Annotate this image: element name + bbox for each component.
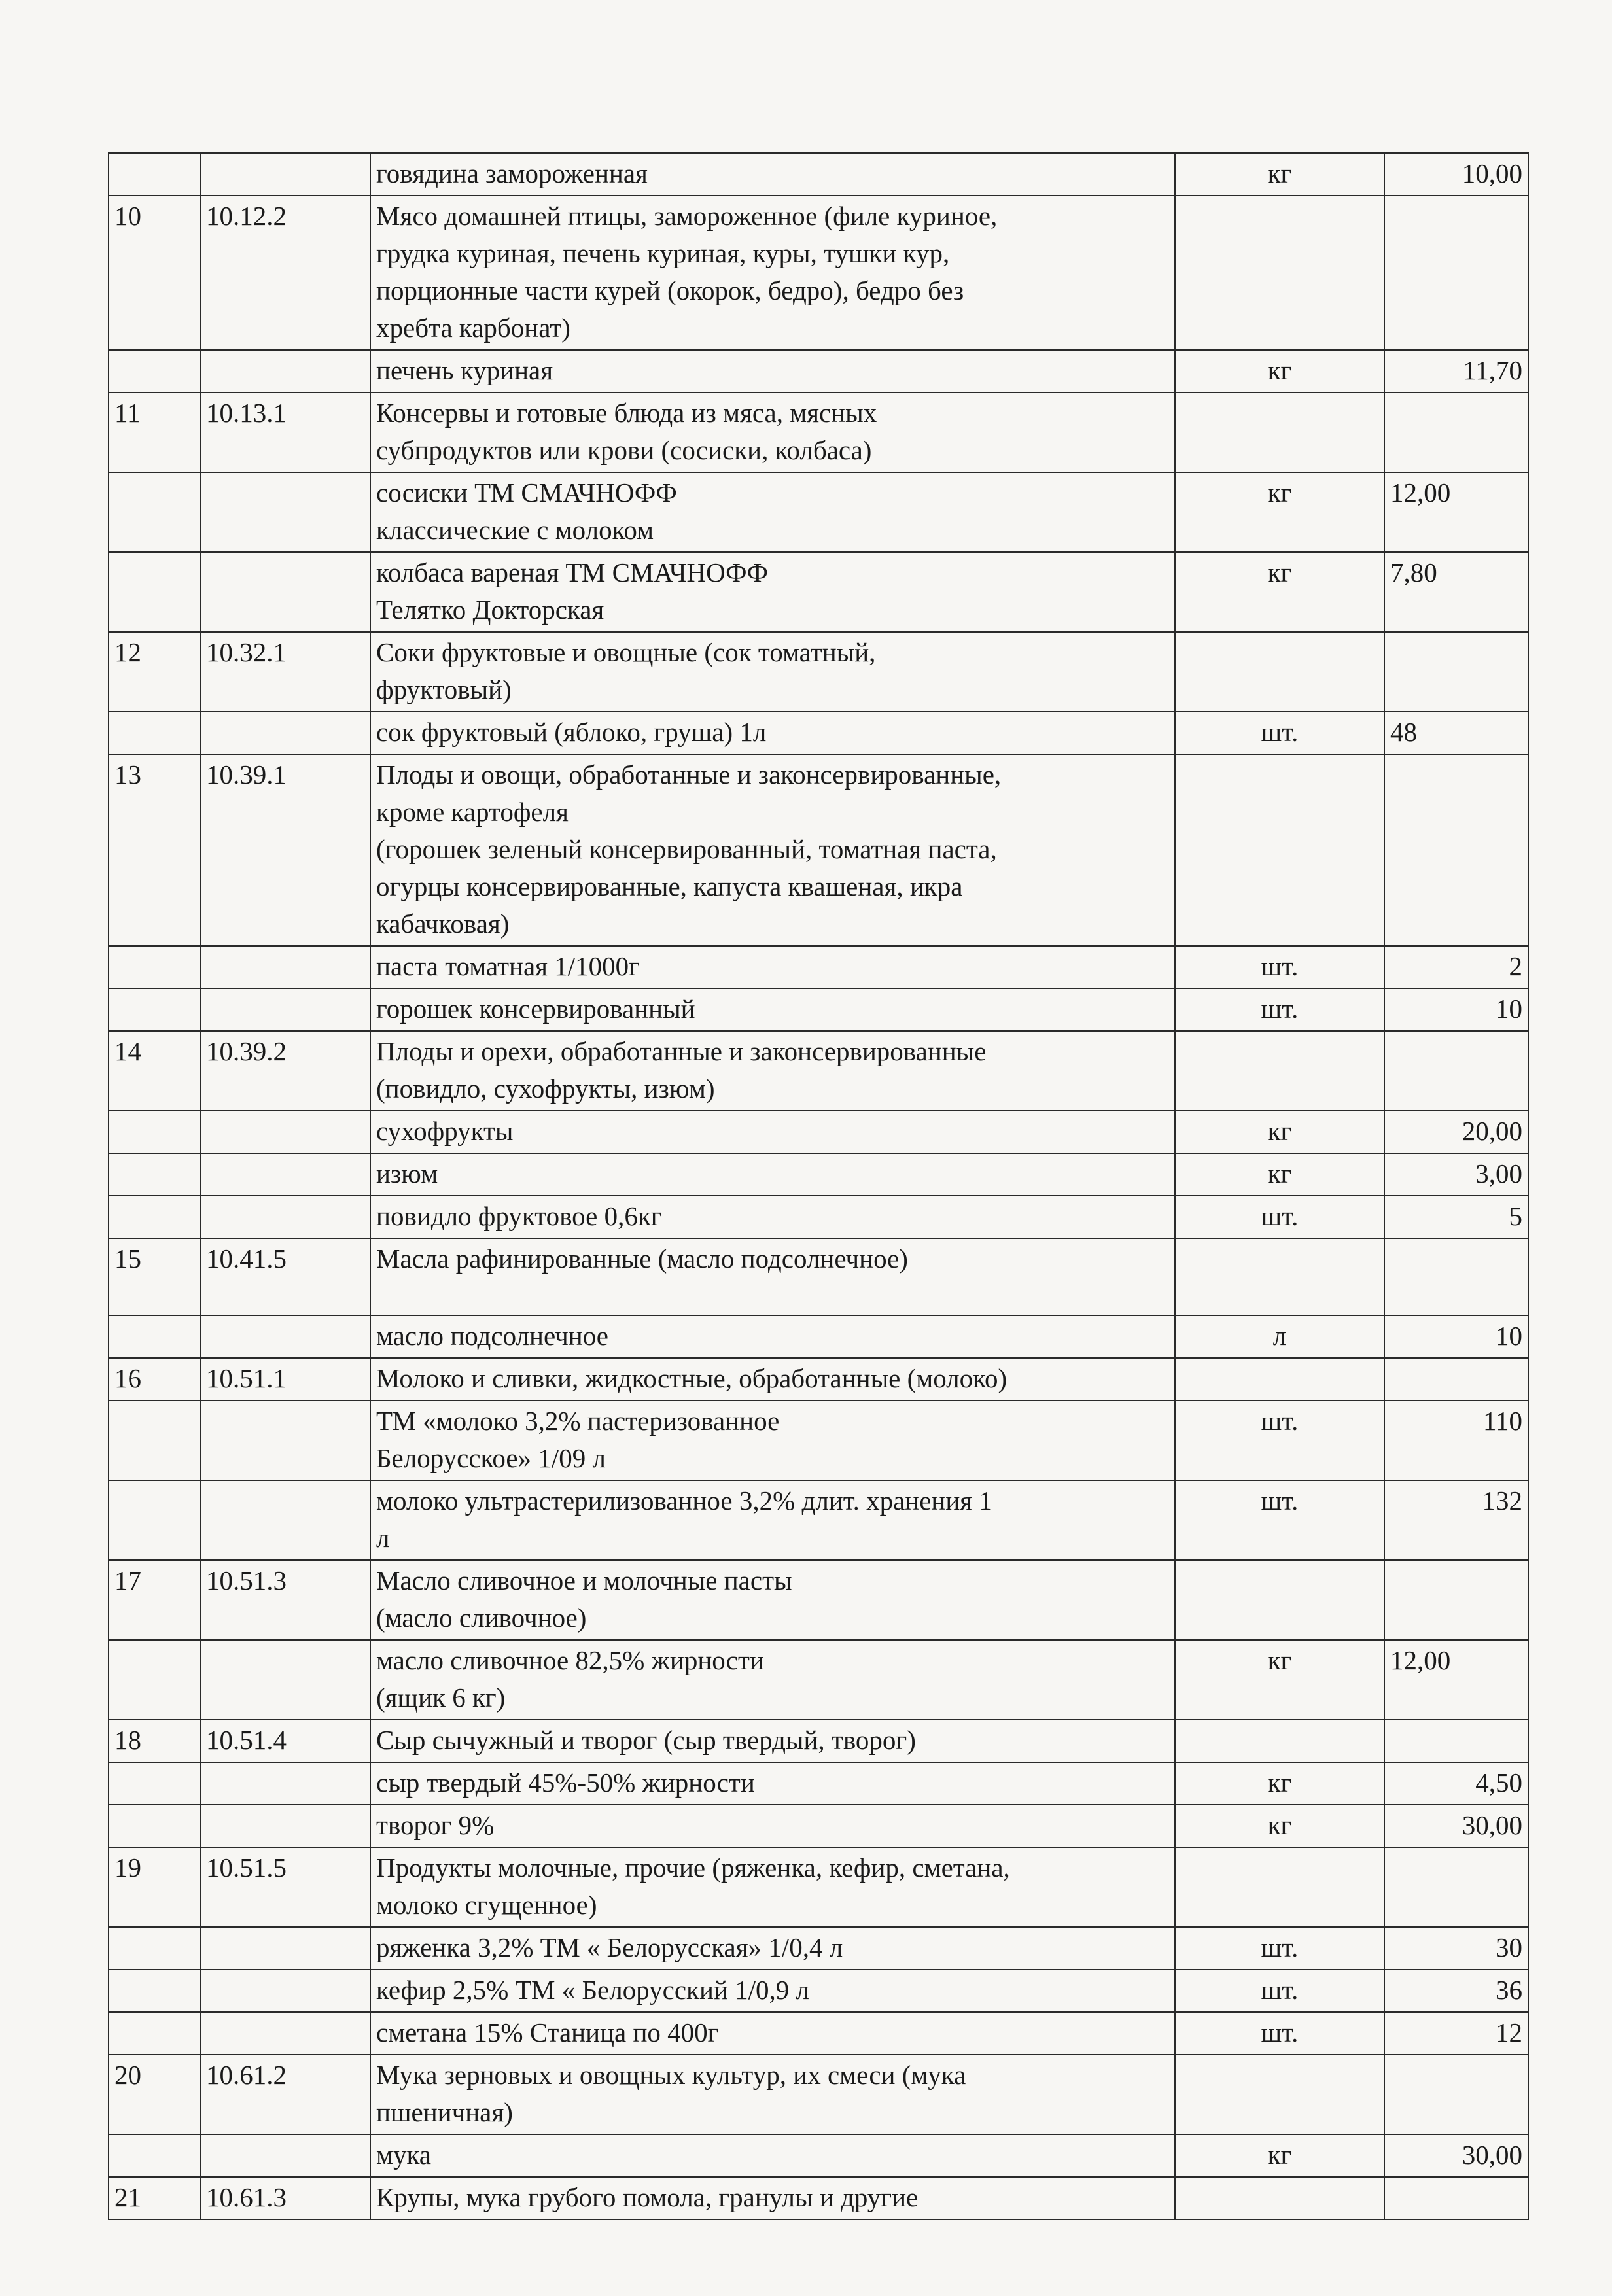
- unit-cell: [1175, 754, 1384, 946]
- row-number-cell: [109, 2134, 200, 2177]
- row-number-cell: 15: [109, 1238, 200, 1315]
- unit-cell: шт.: [1175, 1480, 1384, 1560]
- product-name-cell: Консервы и готовые блюда из мяса, мясных субпродуктов или крови (сосиски, колбаса): [370, 392, 1175, 472]
- row-number-cell: 13: [109, 754, 200, 946]
- quantity-cell: 20,00: [1384, 1111, 1528, 1153]
- quantity-cell: 12: [1384, 2012, 1528, 2055]
- row-number-cell: [109, 350, 200, 392]
- okpd-code-cell: [200, 1400, 370, 1480]
- product-name-cell: сосиски ТМ СМАЧНОФФ классические с молоком: [370, 472, 1175, 552]
- table-row: [109, 1847, 1528, 1927]
- unit-cell: шт.: [1175, 946, 1384, 988]
- product-name-cell: Продукты молочные, прочие (ряженка, кефир, сметана, молоко сгущенное): [370, 1847, 1175, 1927]
- row-number-cell: 16: [109, 1358, 200, 1400]
- row-number-cell: 14: [109, 1031, 200, 1111]
- product-name-cell: колбаса вареная ТМ СМАЧНОФФ Телятко Докторская: [370, 552, 1175, 632]
- row-number-cell: [109, 1762, 200, 1805]
- table-row: [109, 1970, 1528, 2012]
- row-number-cell: [109, 1400, 200, 1480]
- unit-cell: кг: [1175, 350, 1384, 392]
- product-name-cell: сухофрукты: [370, 1111, 1175, 1153]
- product-name-cell: масло сливочное 82,5% жирности (ящик 6 кг): [370, 1640, 1175, 1720]
- product-table-body: [109, 153, 1528, 2219]
- table-row: [109, 988, 1528, 1031]
- unit-cell: [1175, 1358, 1384, 1400]
- okpd-code-cell: [200, 350, 370, 392]
- table-row: [109, 552, 1528, 632]
- row-number-cell: [109, 1805, 200, 1847]
- row-number-cell: 19: [109, 1847, 200, 1927]
- okpd-code-cell: [200, 1762, 370, 1805]
- okpd-code-cell: [200, 1315, 370, 1358]
- okpd-code-cell: 10.51.3: [200, 1560, 370, 1640]
- okpd-code-cell: [200, 1153, 370, 1196]
- okpd-code-cell: 10.39.1: [200, 754, 370, 946]
- product-name-cell: кефир 2,5% ТМ « Белорусский 1/0,9 л: [370, 1970, 1175, 2012]
- table-row: [109, 1111, 1528, 1153]
- quantity-cell: 30,00: [1384, 2134, 1528, 2177]
- unit-cell: шт.: [1175, 1970, 1384, 2012]
- okpd-code-cell: 10.51.4: [200, 1720, 370, 1762]
- table-row: [109, 153, 1528, 196]
- product-name-cell: паста томатная 1/1000г: [370, 946, 1175, 988]
- table-row: [109, 1315, 1528, 1358]
- quantity-cell: 10,00: [1384, 153, 1528, 196]
- quantity-cell: 12,00: [1384, 472, 1528, 552]
- okpd-code-cell: [200, 2134, 370, 2177]
- product-name-cell: Мясо домашней птицы, замороженное (филе куриное, грудка куриная, печень куриная, куры, тушки кур, порционные части курей (окорок, бедро), бедро без хребта карбонат): [370, 196, 1175, 350]
- quantity-cell: 2: [1384, 946, 1528, 988]
- quantity-cell: 5: [1384, 1196, 1528, 1238]
- quantity-cell: [1384, 1238, 1528, 1315]
- quantity-cell: [1384, 2177, 1528, 2219]
- product-name-cell: Мука зерновых и овощных культур, их смеси (мука пшеничная): [370, 2055, 1175, 2134]
- quantity-cell: [1384, 392, 1528, 472]
- row-number-cell: [109, 1315, 200, 1358]
- table-row: [109, 712, 1528, 754]
- quantity-cell: 30: [1384, 1927, 1528, 1970]
- row-number-cell: [109, 153, 200, 196]
- product-name-cell: повидло фруктовое 0,6кг: [370, 1196, 1175, 1238]
- product-name-cell: ряженка 3,2% ТМ « Белорусская» 1/0,4 л: [370, 1927, 1175, 1970]
- table-row: [109, 1153, 1528, 1196]
- product-name-cell: сыр твердый 45%-50% жирности: [370, 1762, 1175, 1805]
- table-row: [109, 1640, 1528, 1720]
- quantity-cell: [1384, 632, 1528, 712]
- table-row: [109, 1805, 1528, 1847]
- product-name-cell: Крупы, мука грубого помола, гранулы и другие: [370, 2177, 1175, 2219]
- quantity-cell: 4,50: [1384, 1762, 1528, 1805]
- unit-cell: кг: [1175, 1153, 1384, 1196]
- quantity-cell: 3,00: [1384, 1153, 1528, 1196]
- okpd-code-cell: 10.41.5: [200, 1238, 370, 1315]
- unit-cell: шт.: [1175, 1400, 1384, 1480]
- row-number-cell: [109, 1970, 200, 2012]
- table-row: [109, 1480, 1528, 1560]
- okpd-code-cell: [200, 1970, 370, 2012]
- okpd-code-cell: [200, 153, 370, 196]
- unit-cell: [1175, 632, 1384, 712]
- okpd-code-cell: [200, 552, 370, 632]
- table-row: [109, 1762, 1528, 1805]
- unit-cell: кг: [1175, 472, 1384, 552]
- unit-cell: [1175, 1720, 1384, 1762]
- product-name-cell: масло подсолнечное: [370, 1315, 1175, 1358]
- okpd-code-cell: [200, 1111, 370, 1153]
- unit-cell: [1175, 392, 1384, 472]
- row-number-cell: [109, 946, 200, 988]
- product-name-cell: Плоды и орехи, обработанные и законсервированные (повидло, сухофрукты, изюм): [370, 1031, 1175, 1111]
- row-number-cell: [109, 988, 200, 1031]
- table-row: [109, 632, 1528, 712]
- quantity-cell: 132: [1384, 1480, 1528, 1560]
- unit-cell: [1175, 2055, 1384, 2134]
- table-row: [109, 350, 1528, 392]
- row-number-cell: [109, 1153, 200, 1196]
- product-name-cell: Масло сливочное и молочные пасты (масло сливочное): [370, 1560, 1175, 1640]
- product-name-cell: Масла рафинированные (масло подсолнечное): [370, 1238, 1175, 1315]
- row-number-cell: 20: [109, 2055, 200, 2134]
- okpd-code-cell: [200, 472, 370, 552]
- row-number-cell: [109, 1480, 200, 1560]
- table-row: [109, 1031, 1528, 1111]
- row-number-cell: [109, 472, 200, 552]
- table-row: [109, 754, 1528, 946]
- unit-cell: шт.: [1175, 1196, 1384, 1238]
- okpd-code-cell: 10.39.2: [200, 1031, 370, 1111]
- okpd-code-cell: [200, 712, 370, 754]
- product-name-cell: творог 9%: [370, 1805, 1175, 1847]
- row-number-cell: [109, 1111, 200, 1153]
- quantity-cell: 36: [1384, 1970, 1528, 2012]
- row-number-cell: 11: [109, 392, 200, 472]
- table-row: [109, 1196, 1528, 1238]
- quantity-cell: [1384, 754, 1528, 946]
- row-number-cell: 18: [109, 1720, 200, 1762]
- table-row: [109, 1927, 1528, 1970]
- quantity-cell: 110: [1384, 1400, 1528, 1480]
- okpd-code-cell: 10.32.1: [200, 632, 370, 712]
- table-row: [109, 2055, 1528, 2134]
- product-name-cell: говядина замороженная: [370, 153, 1175, 196]
- table-row: [109, 1720, 1528, 1762]
- unit-cell: [1175, 2177, 1384, 2219]
- unit-cell: шт.: [1175, 988, 1384, 1031]
- unit-cell: шт.: [1175, 712, 1384, 754]
- row-number-cell: 10: [109, 196, 200, 350]
- table-row: [109, 472, 1528, 552]
- product-name-cell: изюм: [370, 1153, 1175, 1196]
- unit-cell: [1175, 1560, 1384, 1640]
- row-number-cell: [109, 1640, 200, 1720]
- quantity-cell: 7,80: [1384, 552, 1528, 632]
- quantity-cell: 12,00: [1384, 1640, 1528, 1720]
- unit-cell: кг: [1175, 1805, 1384, 1847]
- product-name-cell: ТМ «молоко 3,2% пастеризованное Белорусское» 1/09 л: [370, 1400, 1175, 1480]
- okpd-code-cell: [200, 1640, 370, 1720]
- okpd-code-cell: [200, 2012, 370, 2055]
- quantity-cell: [1384, 2055, 1528, 2134]
- quantity-cell: 48: [1384, 712, 1528, 754]
- unit-cell: [1175, 1238, 1384, 1315]
- quantity-cell: [1384, 196, 1528, 350]
- product-name-cell: мука: [370, 2134, 1175, 2177]
- product-name-cell: сок фруктовый (яблоко, груша) 1л: [370, 712, 1175, 754]
- okpd-code-cell: 10.12.2: [200, 196, 370, 350]
- unit-cell: кг: [1175, 552, 1384, 632]
- quantity-cell: [1384, 1560, 1528, 1640]
- okpd-code-cell: [200, 1927, 370, 1970]
- product-name-cell: молоко ультрастерилизованное 3,2% длит. хранения 1 л: [370, 1480, 1175, 1560]
- quantity-cell: [1384, 1031, 1528, 1111]
- okpd-code-cell: 10.51.1: [200, 1358, 370, 1400]
- unit-cell: [1175, 1031, 1384, 1111]
- quantity-cell: 10: [1384, 1315, 1528, 1358]
- okpd-code-cell: 10.61.2: [200, 2055, 370, 2134]
- okpd-code-cell: [200, 946, 370, 988]
- row-number-cell: [109, 552, 200, 632]
- row-number-cell: [109, 2012, 200, 2055]
- table-row: [109, 392, 1528, 472]
- product-name-cell: Соки фруктовые и овощные (сок томатный, фруктовый): [370, 632, 1175, 712]
- unit-cell: кг: [1175, 153, 1384, 196]
- unit-cell: кг: [1175, 2134, 1384, 2177]
- okpd-code-cell: [200, 988, 370, 1031]
- row-number-cell: 21: [109, 2177, 200, 2219]
- unit-cell: кг: [1175, 1762, 1384, 1805]
- unit-cell: [1175, 1847, 1384, 1927]
- quantity-cell: 10: [1384, 988, 1528, 1031]
- okpd-code-cell: [200, 1196, 370, 1238]
- quantity-cell: 30,00: [1384, 1805, 1528, 1847]
- product-name-cell: горошек консервированный: [370, 988, 1175, 1031]
- unit-cell: шт.: [1175, 2012, 1384, 2055]
- unit-cell: кг: [1175, 1111, 1384, 1153]
- quantity-cell: 11,70: [1384, 350, 1528, 392]
- quantity-cell: [1384, 1358, 1528, 1400]
- row-number-cell: [109, 1927, 200, 1970]
- okpd-code-cell: 10.61.3: [200, 2177, 370, 2219]
- table-row: [109, 2012, 1528, 2055]
- quantity-cell: [1384, 1720, 1528, 1762]
- row-number-cell: [109, 712, 200, 754]
- unit-cell: кг: [1175, 1640, 1384, 1720]
- unit-cell: шт.: [1175, 1927, 1384, 1970]
- table-row: [109, 196, 1528, 350]
- table-row: [109, 1560, 1528, 1640]
- table-row: [109, 946, 1528, 988]
- quantity-cell: [1384, 1847, 1528, 1927]
- table-row: [109, 2177, 1528, 2219]
- product-name-cell: Молоко и сливки, жидкостные, обработанные (молоко): [370, 1358, 1175, 1400]
- okpd-code-cell: 10.51.5: [200, 1847, 370, 1927]
- product-name-cell: Плоды и овощи, обработанные и законсервированные, кроме картофеля (горошек зеленый консервированный, томатная паста, огурцы консервированные, капуста квашеная, икра кабачковая): [370, 754, 1175, 946]
- table-row: [109, 2134, 1528, 2177]
- row-number-cell: 12: [109, 632, 200, 712]
- table-row: [109, 1400, 1528, 1480]
- okpd-code-cell: 10.13.1: [200, 392, 370, 472]
- okpd-code-cell: [200, 1805, 370, 1847]
- unit-cell: [1175, 196, 1384, 350]
- row-number-cell: [109, 1196, 200, 1238]
- unit-cell: л: [1175, 1315, 1384, 1358]
- product-name-cell: сметана 15% Станица по 400г: [370, 2012, 1175, 2055]
- product-table: [108, 152, 1529, 2220]
- row-number-cell: 17: [109, 1560, 200, 1640]
- product-name-cell: печень куриная: [370, 350, 1175, 392]
- okpd-code-cell: [200, 1480, 370, 1560]
- table-row: [109, 1358, 1528, 1400]
- table-row: [109, 1238, 1528, 1315]
- product-name-cell: Сыр сычужный и творог (сыр твердый, творог): [370, 1720, 1175, 1762]
